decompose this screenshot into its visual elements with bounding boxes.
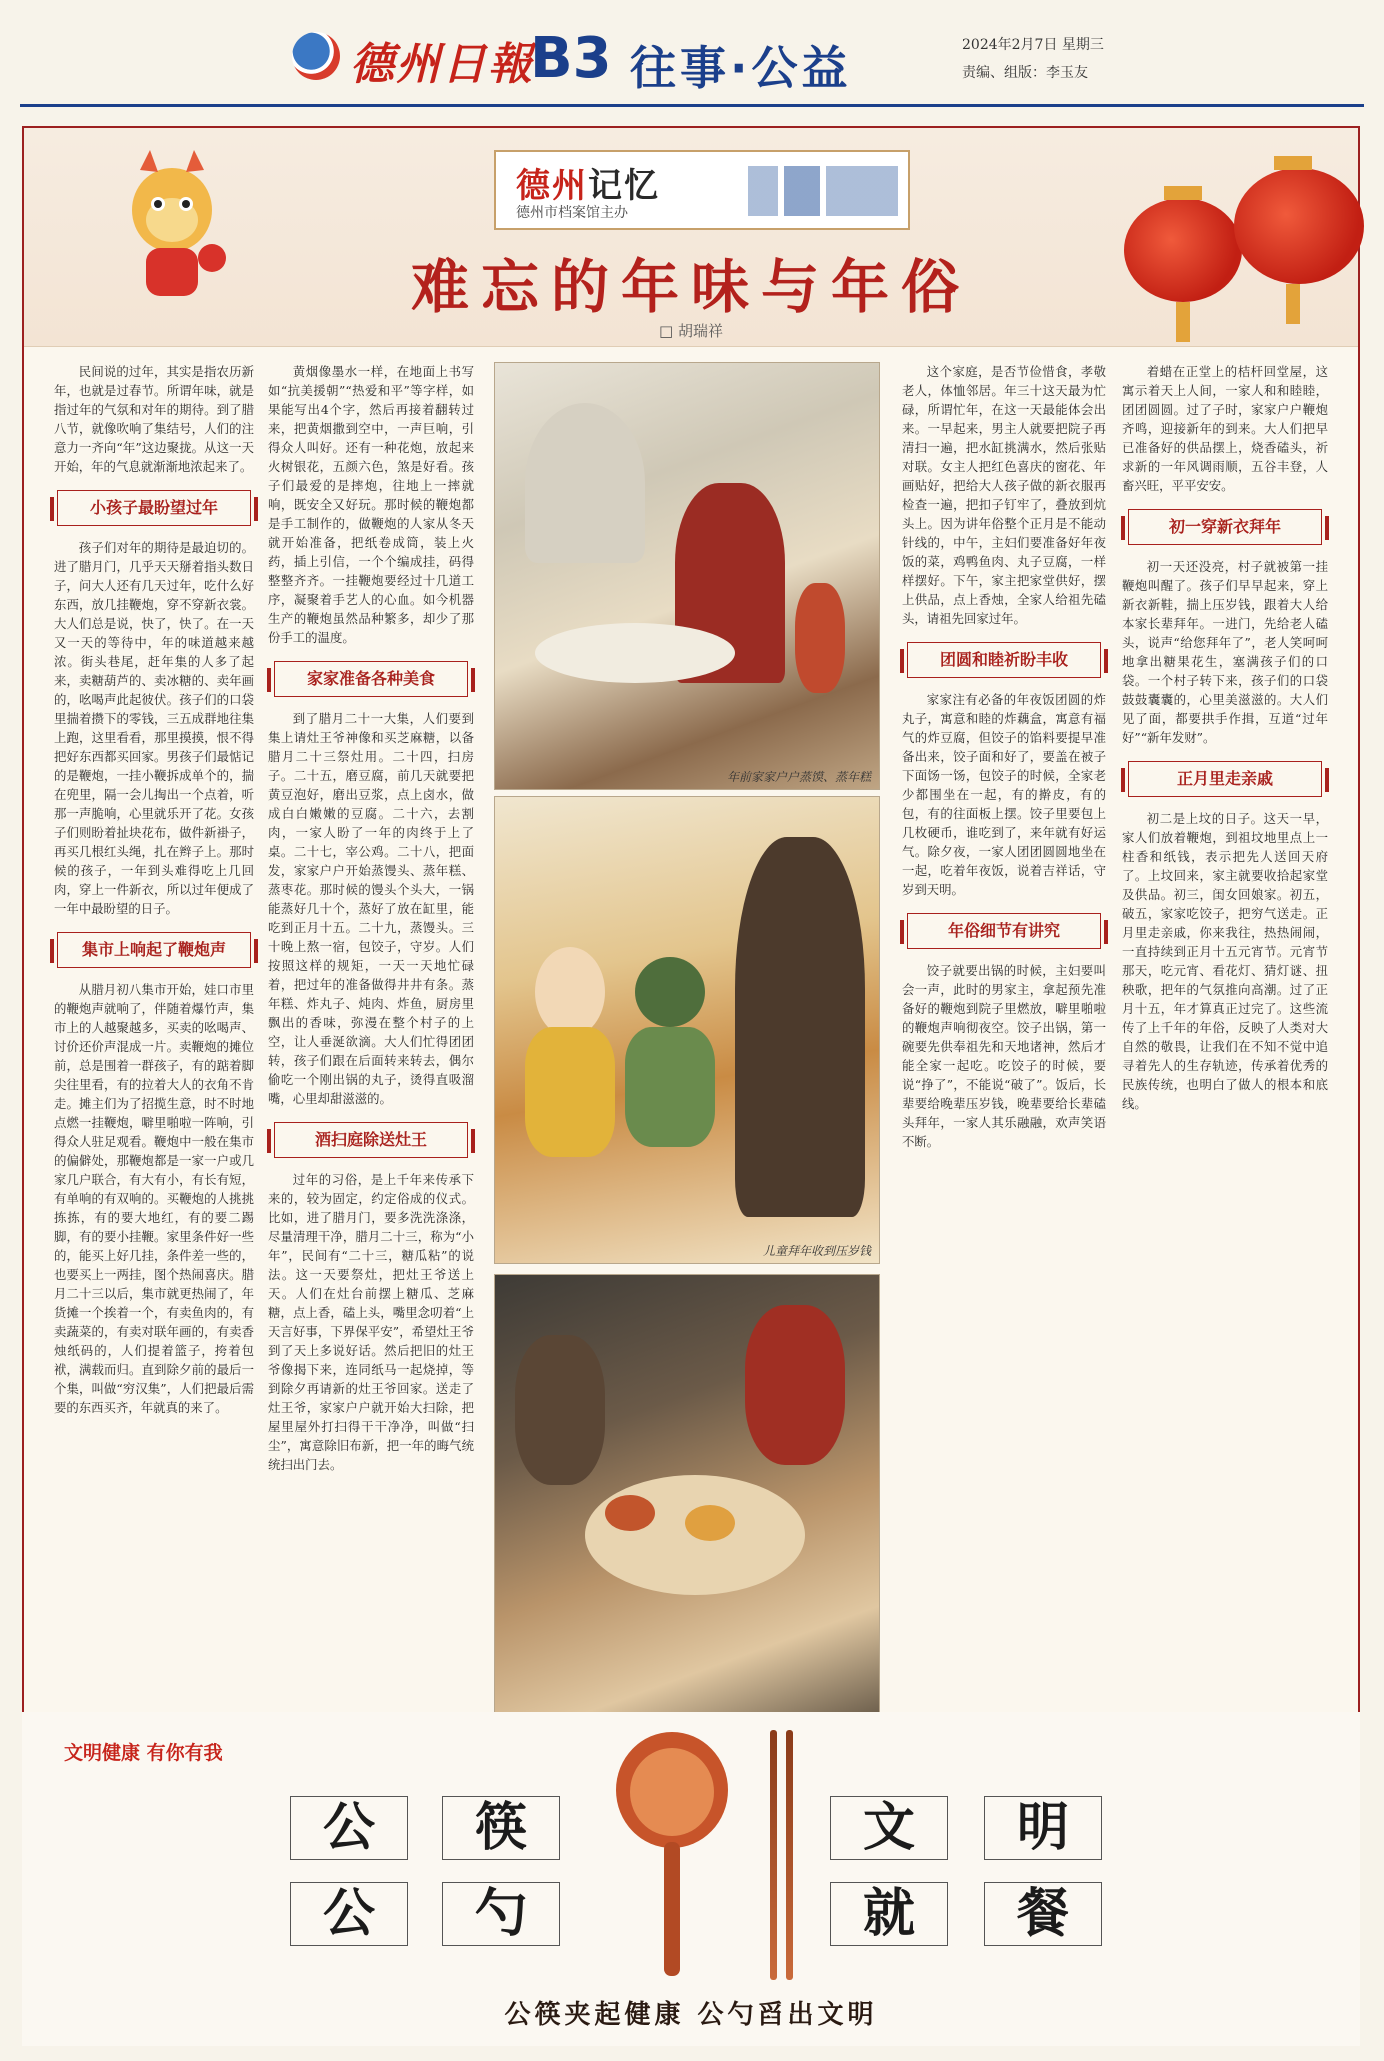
swirl-logo-icon <box>292 32 340 80</box>
ad-character: 公 <box>290 1796 408 1860</box>
subheading: 初一穿新衣拜年 <box>1128 509 1322 545</box>
subheading: 家家准备各种美食 <box>274 661 468 697</box>
column-sponsor: 德州市档案馆主办 <box>516 205 628 221</box>
column-logo-black: 记忆 <box>588 166 660 206</box>
illustration-caption: 年前家家户户蒸馍、蒸年糕 <box>726 770 871 784</box>
chopsticks-icon <box>770 1730 777 1980</box>
subheading: 年俗细节有讲究 <box>907 913 1101 949</box>
subheading: 酒扫庭除送灶王 <box>274 1122 468 1158</box>
body-paragraph: 从腊月初八集市开始，娃口市里的鞭炮声就响了，伴随着爆竹声，集市上的人越聚越多，买卖的吆喝声、讨价还价声混成一片。卖鞭炮的摊位前，总是围着一群孩子，有的踮着脚尖往里看，有的拉着大人的衣角不肯走。摊主们为了招揽生意，时不时地点燃一挂鞭炮，噼里啪啦一阵响，引得众人驻足观看。鞭炮中一般在集市的偏僻处，那鞭炮都是一家一户或几家几户联合，有大有小，有长有短，有单响的有双响的。买鞭炮的人挑挑拣拣，有的要大地红，有的要二踢脚，有的要小挂鞭。家里条件好一些的，能买上好几挂，条件差一些的，也要买上一两挂，图个热闹喜庆。腊月二十三以后，集市就更热闹了，年货摊一个挨着一个，有卖鱼肉的，有卖蔬菜的，有卖对联年画的，有卖香烛纸码的，人们提着篮子，挎着包袱，满载而归。直到除夕前的最后一个集，叫做“穷汉集”，人们把最后需要的东西买齐，年就真的来了。 <box>54 982 254 1415</box>
ad-tagline: 公筷夹起健康 公勺舀出文明 <box>504 2000 878 2030</box>
masthead <box>0 0 1384 120</box>
page-number: B3 <box>530 26 612 91</box>
dateline: 2024年2月7日 星期三 <box>962 37 1104 53</box>
illustration-new-year-money <box>494 796 880 1264</box>
paper-name: 德州日報 <box>350 39 534 90</box>
article-headline: 难忘的年味与年俗 <box>410 253 971 321</box>
text-column-5 <box>1122 362 1328 1113</box>
subheading: 正月里走亲戚 <box>1128 761 1322 797</box>
illustration-steaming-buns <box>494 362 880 790</box>
body-paragraph: 初一天还没亮，村子就被第一挂鞭炮叫醒了。孩子们早早起来，穿上新衣新鞋，揣上压岁钱，跟着大人给本家长辈拜年。一进门，先给老人磕头，说声“给您拜年了”，老人笑呵呵地拿出糖果花生，塞满孩子们的口袋。一个村子转下来，孩子们的口袋鼓鼓囊囊的，心里美滋滋的。大人们见了面，都要拱手作揖，互道“过年好”“新年发财”。 <box>1122 559 1328 745</box>
column-logo-title <box>516 158 660 207</box>
body-paragraph: 黄烟像墨水一样，在地面上书写如“抗美援朝”“热爱和平”等字样，如果能写出4个字，然后再接着翻转过来，把黄烟撒到空中，一声巨响，引得众人叫好。还有一种花炮，放起来火树银花，五颜六色，煞是好看。孩子们最爱的是摔炮，往地上一摔就响，既安全又好玩。那时候的鞭炮都是手工制作的，做鞭炮的人家从冬天就开始准备，把纸卷成筒，装上火药，插上引信，一个个编成挂，码得整整齐齐。一挂鞭炮要经过十几道工序，凝聚着手艺人的心血。如今机器生产的鞭炮虽然品种繁多，却少了那份手工的温度。 <box>268 364 474 645</box>
editor-credit: 责编、组版：李玉友 <box>962 65 1088 81</box>
subheading: 集市上响起了鞭炮声 <box>57 932 251 968</box>
chopsticks-icon <box>786 1730 793 1980</box>
column-logo-red: 德州 <box>516 166 588 206</box>
body-paragraph: 过年的习俗，是上千年来传承下来的，较为固定，约定俗成的仪式。比如，进了腊月门，要多洗洗涤涤，尽量清理干净，腊月二十三，称为“小年”，民间有“二十三，糖瓜粘”的说法。这一天要祭灶，把灶王爷送上天。人们在灶台前摆上糖瓜、芝麻糖，点上香，磕上头，嘴里念叨着“上天言好事，下界保平安”，希望灶王爷到了天上多说好话。然后把旧的灶王爷像揭下来，连同纸马一起烧掉，等到除夕再请新的灶王爷回家。送走了灶王爷，家家户户就开始大扫除，把屋里屋外打扫得干干净净，叫做“扫尘”，寓意除旧布新，把一年的晦气统统扫出门去。 <box>268 1172 474 1472</box>
body-paragraph: 孩子们对年的期待是最迫切的。进了腊月门，几乎天天掰着指头数日子，问大人还有几天过年，吃什么好东西，放几挂鞭炮，穿不穿新衣裳。大人们总是说，快了，快了。在一天又一天的等待中，年的味道越来越浓。街头巷尾，赶年集的人多了起来，卖糖葫芦的、卖冰糖的、卖年画的，吆喝声此起彼伏。孩子们的口袋里揣着攒下的零钱，三五成群地往集上跑，这里看看，那里摸摸，恨不得把好东西都买回家。男孩子们最惦记的是鞭炮，一挂小鞭拆成单个的，揣在兜里，隔一会儿掏出一个点着，听那一声脆响，心里就乐开了花。女孩子们则盼着扯块花布，做件新褂子，再买几根红头绳，扎在辫子上。那时候的孩子，一年到头难得吃上几回肉，穿上一件新衣，所以过年便成了一年中最盼望的日子。 <box>54 540 254 916</box>
public-welfare-ad <box>22 1712 1360 2046</box>
ad-character: 公 <box>290 1882 408 1946</box>
ad-character: 就 <box>830 1882 948 1946</box>
text-column-2 <box>268 362 474 1474</box>
subheading: 小孩子最盼望过年 <box>57 490 251 526</box>
ad-character: 勺 <box>442 1882 560 1946</box>
body-paragraph: 饺子就要出锅的时候，主妇要叫会一声，此时的男家主，拿起预先准备好的鞭炮到院子里燃放，噼里啪啦的鞭炮声响彻夜空。饺子出锅，第一碗要先供奉祖先和天地诸神，然后才能全家一起吃。吃饺子的时候，要说“挣了”，不能说“破了”。饭后，长辈要给晚辈压岁钱，晚辈要给长辈磕头拜年，一家人其乐融融，欢声笑语不断。 <box>902 963 1106 1149</box>
building-skyline-icon <box>748 166 898 216</box>
body-paragraph: 家家注有必备的年夜饭团圆的炸丸子，寓意和睦的炸藕盒，寓意有福气的炸豆腐，但饺子的馅料要提早准备出来，饺子面和好了，要盖在被子下面饧一饧，包饺子的时候，全家老少都围坐在一起，有的擀皮，有的包，有的往面板上摆。饺子里要包上几枚硬币，谁吃到了，来年就有好运气。除夕夜，一家人团团圆圆地坐在一起，吃着年夜饭，说着吉祥话，守岁到天明。 <box>902 692 1106 897</box>
body-paragraph: 到了腊月二十一大集，人们要到集上请灶王爷神像和买芝麻糖，以备腊月二十三祭灶用。二十四，扫房子。二十五，磨豆腐，前几天就要把黄豆泡好，磨出豆浆，点上卤水，做成白白嫩嫩的豆腐。二十六，去割肉，一家人盼了一年的肉终于上了桌。二十七，宰公鸡。二十八，把面发，家家户户开始蒸馒头、蒸年糕、蒸枣花。那时候的馒头个头大，一锅能蒸好几十个，蒸好了放在缸里，能吃到正月十五。二十九，蒸馒头。三十晚上熬一宿，包饺子，守岁。人们按照这样的规矩，一天一天地忙碌着，把过年的准备做得井井有条。蒸年糕、炸丸子、炖肉、炸鱼，厨房里飘出的香味，弥漫在整个村子的上空，让人垂涎欲滴。大人们忙得团团转，孩子们跟在后面转来转去，偶尔偷吃一个刚出锅的丸子，烫得直吸溜嘴，心里却甜滋滋的。 <box>268 711 474 1106</box>
body-paragraph: 这个家庭，是否节俭惜食，孝敬老人，体恤邻居。年三十这天最为忙碌，所谓忙年，在这一天最能体会出来。一早起来，男主人就要把院子再清扫一遍，把水缸挑满水，然后张贴对联。女主人把红色喜庆的窗花、年画贴好，把给大人孩子做的新衣服再检查一遍，把扣子钉牢了，叠放到炕头上。因为讲年俗整个正月是不能动针线的，中午，主妇们要准备好年夜饭的菜，鸡鸭鱼肉、丸子豆腐，一样样摆好。下午，家主把家堂供好，摆上供品，点上香烛，全家人给祖先磕头，请祖先回家过年。 <box>902 364 1106 626</box>
ad-character: 明 <box>984 1796 1102 1860</box>
intro-paragraph: 民间说的过年，其实是指农历新年，也就是过春节。所谓年味，就是指过年的气氛和对年的期待。到了腊八节，就像吹响了集结号，人们的注意力一齐向“年”这边聚拢。从这一天开始，年的气息就渐渐地浓起来了。 <box>54 364 254 474</box>
article-banner <box>24 128 1358 347</box>
illustration-caption: 儿童拜年收到压岁钱 <box>762 1244 871 1258</box>
subheading: 团圆和睦祈盼丰收 <box>907 642 1101 678</box>
text-column-1 <box>54 362 254 1417</box>
masthead-rule <box>20 104 1364 107</box>
body-paragraph: 初二是上坟的日子。这天一早，家人们放着鞭炮，到祖坟地里点上一柱香和纸钱，表示把先人送回天府了。上坟回来，家主就要收拾起家堂及供品。初三，闺女回娘家。初五，破五，家家吃饺子，把穷气送走。正月里走亲戚，你来我往，热热闹闹，一直持续到正月十五元宵节。元宵节那天，吃元宵、看花灯、猜灯谜、扭秧歌，把年的气氛推向高潮。过了正月十五，年才算真正过完了。这些流传了上千年的年俗，反映了人类对大自然的敬畏，让我们在不知不觉中追寻着先人的生存轨迹，传承着优秀的民族传统，也明白了做人的根本和底线。 <box>1122 811 1328 1111</box>
illustration-family-dinner <box>494 1274 880 1764</box>
body-paragraph: 着蜡在正堂上的桔杆回堂屋，这寓示着天上人间，一家人和和睦睦，团团圆圆。过了子时，家家户户鞭炮齐鸣，迎接新年的到来。大人们把早已准备好的供品摆上，烧香磕头，祈求新的一年风调雨顺，五谷丰登，人畜兴旺，平平安安。 <box>1122 364 1328 493</box>
text-column-4 <box>902 362 1106 1151</box>
section-title: 往事·公益 <box>630 41 852 95</box>
ad-slogan: 文明健康 有你有我 <box>64 1742 223 1764</box>
ad-character: 餐 <box>984 1882 1102 1946</box>
spoon-icon <box>610 1730 734 1980</box>
ad-character: 文 <box>830 1796 948 1860</box>
article-byline: □ 胡瑞祥 <box>659 322 723 340</box>
column-logo <box>494 150 910 230</box>
ad-character: 筷 <box>442 1796 560 1860</box>
